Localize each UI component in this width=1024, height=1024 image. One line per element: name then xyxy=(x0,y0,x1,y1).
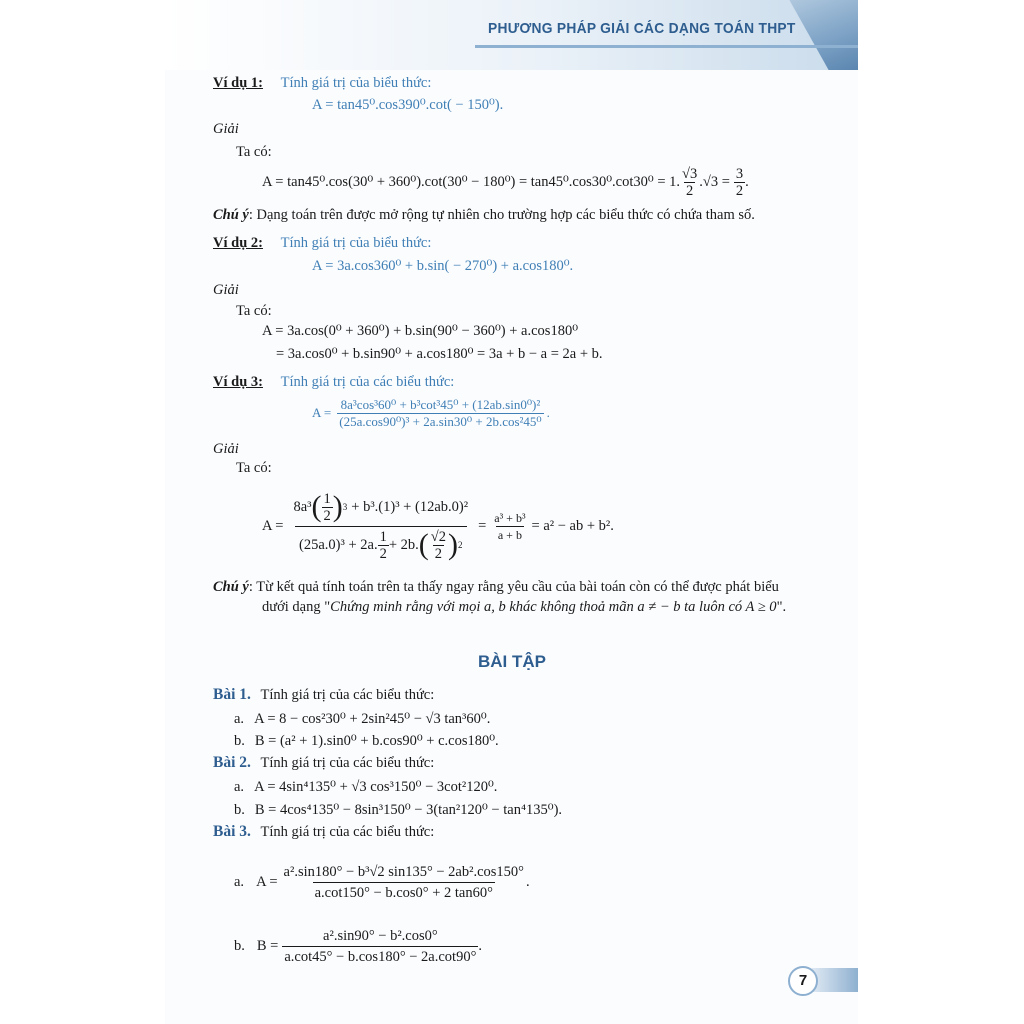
exercise-3-label: Bài 3. xyxy=(213,823,251,840)
example-1-prompt: Tính giá trị của biểu thức: xyxy=(280,75,432,91)
example-1-fraction-3-over-2 xyxy=(734,166,745,199)
example-3-simplified-fraction: $\frac{\text{a³ + b³}}{a + b}$ xyxy=(494,510,526,542)
exercise-1-b: b. B = (a² + 1).sin0⁰ + b.cos90⁰ + c.cos180⁰. xyxy=(234,733,499,749)
example-3-lhs: A = xyxy=(312,405,332,420)
example-2-label: Ví dụ 2: xyxy=(213,235,263,251)
exercise-1-prompt: Tính giá trị của các biểu thức: xyxy=(260,687,435,703)
page-number-bar xyxy=(812,968,858,992)
example-1-calc-mid: .√3 = xyxy=(699,174,730,190)
example-3 xyxy=(213,373,454,391)
exercise-1-label: Bài 1. xyxy=(213,686,251,703)
example-1-calc-left: A = tan45⁰.cos(30⁰ + 360⁰).cot(30⁰ − 180⁰) = tan45⁰.cos30⁰.cot30⁰ = 1. xyxy=(262,174,681,190)
note-1-text: : Dạng toán trên được mở rộng tự nhiên cho trường hợp các biểu thức có chứa tham số. xyxy=(248,207,755,223)
example-2-line-1: A = 3a.cos(0⁰ + 360⁰) + b.sin(90⁰ − 360⁰) + a.cos180⁰ xyxy=(262,323,579,339)
exercise-3-a: a. A = $\frac{\text{a².sin180° − b³√2 sin135° − 2ab².cos150°}}{a.\cot 150^\circ - b.\cos 0^\circ + 2 \tan 60^\circ}$ . xyxy=(234,863,530,901)
example-3-fraction xyxy=(337,397,543,430)
fraction-numerator: 8a³cos³60⁰ + b³cot³45⁰ + (12ab.sin0⁰)² xyxy=(340,396,541,412)
page-number: 7 xyxy=(788,966,818,996)
example-3-big-fraction xyxy=(289,491,472,562)
example-2 xyxy=(213,234,431,252)
note-1-label: Chú ý xyxy=(213,207,249,223)
exercise-1 xyxy=(213,686,434,704)
example-3-result: = a² − ab + b². xyxy=(531,518,614,534)
example-1-expression: A = tan45⁰.cos390⁰.cot( − 150⁰). xyxy=(312,97,504,113)
example-1-solution-label: Giải xyxy=(213,121,239,137)
section-title: BÀI TẬP xyxy=(478,652,546,671)
header-rule xyxy=(475,45,858,48)
example-3-calculation xyxy=(262,478,614,574)
note-2-label: Chú ý xyxy=(213,579,249,595)
fraction-denominator: 2 xyxy=(686,182,694,199)
fraction-numerator: a².sin180° − b³√2 sin135° − 2ab².cos150° xyxy=(283,863,524,880)
example-3-taco: Ta có: xyxy=(236,460,272,476)
example-3-prompt: Tính giá trị của các biểu thức: xyxy=(280,374,455,390)
fraction-numerator: a².sin90° − b².cos0° xyxy=(323,927,438,944)
example-3-calc-lhs: A = xyxy=(262,518,284,534)
exercise-3-b: b. B = $\frac{\text{a².sin90° − b².cos0°}}{a.\cot 45^\circ - b.\cos 180^\circ - 2a.\cot 90^\circ}$ . xyxy=(234,927,482,965)
note-1 xyxy=(213,206,755,224)
exercise-2 xyxy=(213,754,434,772)
running-header: PHƯƠNG PHÁP GIẢI CÁC DẠNG TOÁN THPT xyxy=(488,20,796,37)
example-1-label: Ví dụ 1: xyxy=(213,75,263,91)
example-3-label: Ví dụ 3: xyxy=(213,374,263,390)
example-2-line-2: = 3a.cos0⁰ + b.sin90⁰ + a.cos180⁰ = 3a + b − a = 2a + b. xyxy=(276,346,603,362)
fraction-numerator: 3 xyxy=(735,165,744,182)
exercise-2-a: a. A = 4sin⁴135⁰ + √3 cos³150⁰ − 3cot²120⁰. xyxy=(234,779,498,795)
fraction-denominator: 2 xyxy=(735,182,744,199)
big-fraction-numerator: 8a³ ( $\frac{1}{2}$ ) 3 + b³.(1)³ + (12ab.0)² xyxy=(293,490,469,524)
note-2-line-1: : Từ kết quả tính toán trên ta thấy ngay rằng yêu cầu của bài toán còn có thể được phát biểu xyxy=(248,579,779,595)
example-2-solution-label: Giải xyxy=(213,282,239,298)
example-2-taco: Ta có: xyxy=(236,303,272,319)
example-2-expression: A = 3a.cos360⁰ + b.sin( − 270⁰) + a.cos180⁰. xyxy=(312,258,574,274)
exercise-2-prompt: Tính giá trị của các biểu thức: xyxy=(260,755,435,771)
example-1 xyxy=(213,74,431,92)
exercise-3-b-fraction xyxy=(282,926,478,967)
exercise-1-a: a. A = 8 − cos²30⁰ + 2sin²45⁰ − √3 tan³60⁰. xyxy=(234,711,491,727)
exercise-2-label: Bài 2. xyxy=(213,754,251,771)
example-3-eq: = xyxy=(478,518,487,534)
fraction-denominator: a.cot150° − b.cos0° + 2 tan60° xyxy=(313,882,495,903)
example-1-calculation xyxy=(262,160,749,204)
fraction-denominator: a.cot45° − b.cos180° − 2a.cot90° xyxy=(282,946,478,967)
exercise-3 xyxy=(213,823,434,841)
example-1-fraction-sqrt3-over-2 xyxy=(680,166,699,199)
exercise-2-b: b. B = 4cos⁴135⁰ − 8sin³150⁰ − 3(tan²120⁰ − tan⁴135⁰). xyxy=(234,802,563,818)
example-2-prompt: Tính giá trị của biểu thức: xyxy=(280,235,432,251)
big-fraction-denominator: (25a.0)³ + 2a. $\frac{1}{2}$ + 2b. ( $\frac{√2}{2}$ ) 2 xyxy=(295,526,466,562)
exercise-3-a-fraction xyxy=(282,862,526,903)
example-3-solution-label: Giải xyxy=(213,441,239,457)
fraction-numerator: √3 xyxy=(682,165,698,182)
note-2 xyxy=(213,578,779,596)
fraction-denominator: (25a.cos90⁰)³ + 2a.sin30⁰ + 2b.cos²45⁰ xyxy=(339,413,542,429)
exercise-3-prompt: Tính giá trị của các biểu thức: xyxy=(260,824,435,840)
example-3-expression: A = $\frac{\text{8a³cos³60⁰ + b³cot³45⁰ + (12ab.sin0⁰)²}}{\text{(25a.cos90⁰)³ + 2a.sin30⁰ + 2b.cos²45⁰}}$ . xyxy=(312,396,550,429)
example-1-calc-end: . xyxy=(745,174,749,190)
example-1-taco: Ta có: xyxy=(236,144,272,160)
note-2-line-2: dưới dạng "Chứng minh rằng với mọi a, b khác không thoả mãn a ≠ − b ta luôn có A ≥ 0". xyxy=(262,599,787,615)
